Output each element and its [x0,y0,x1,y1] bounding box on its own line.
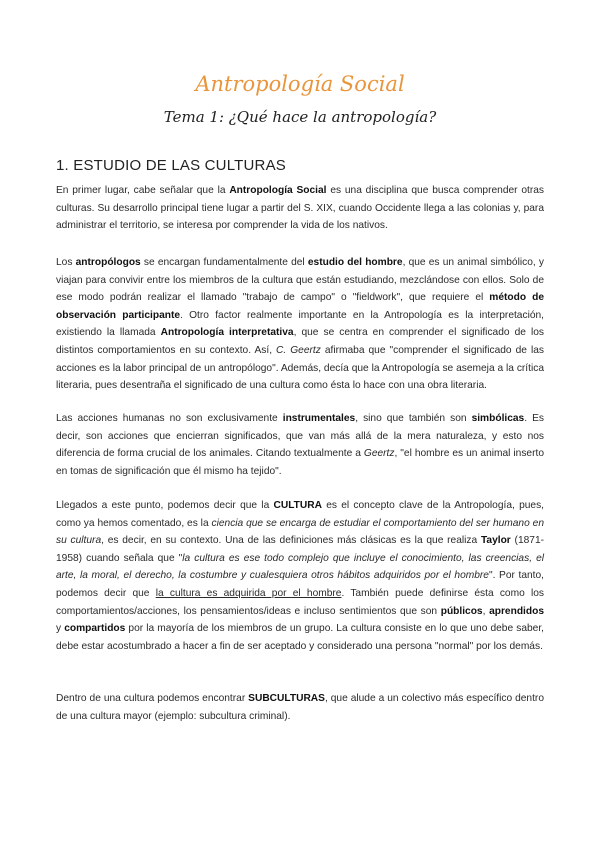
bold-term: Taylor [480,535,511,547]
paragraph-subcultures [56,690,544,725]
bold-term: CULTURA [273,500,322,511]
paragraph-culture [56,497,544,655]
italic-term: Geertz [363,448,395,460]
text: es una disciplina que busca comprender otras culturas. Su desarrollo principal tiene lugar a partir del S. XIX, cuando Occidente llega a las colonias y, para administrar el territorio, se interesa por comprender la vida de los nativos. [56,185,544,232]
text: , "el hombre es un animal inserto en tomas de significación que él mismo ha tejido". [56,448,544,477]
text: , que alude a un colectivo más específico dentro de una cultura mayor (ejemplo: subcultura criminal). [56,693,544,722]
section-heading: 1. ESTUDIO DE LAS CULTURAS [56,157,286,174]
italic-term: ciencia que se encarga de estudiar el comportamiento del ser humano en su cultura [56,517,544,547]
bold-term: compartidos [64,623,126,635]
bold-term: Antropología interpretativa [160,327,294,339]
bold-term: estudio del hombre [307,257,403,268]
bold-term: aprendidos [489,605,544,617]
text: afirmaba que "comprender el significado de las acciones es la labor principal de un antropólogo". Además, decía que la Antropología se asemeja a la crítica literaria, pues desentraña el significado de una cultura como ésta lo hace con una obra literaria. [56,344,544,392]
text: , es decir, en su contexto. Una de las definiciones más clásicas es la que realiza [101,535,481,547]
paragraph-anthropologists [56,254,544,395]
document-title: Antropología Social [195,72,405,96]
text: Las acciones humanas no son exclusivamente [56,413,283,424]
bold-term: método de observación participante [56,292,544,321]
text: es el concepto clave de la Antropología, pues, como ya hemos comentado, es la [56,500,544,529]
italic-quote: la cultura es ese todo complejo que incluye el conocimiento, las creencias, el arte, la moral, el derecho, la costumbre y cualesquiera otros hábitos adquiridos por el hombre [56,552,544,582]
paragraph-human-actions [56,410,544,480]
text: Llegados a este punto, podemos decir que la [56,500,274,511]
text: , sino que también son [355,413,472,424]
text: Los [56,257,76,268]
text: , [482,605,490,617]
bold-term: instrumentales [282,413,356,424]
text: ". Por tanto, podemos decir que [56,570,545,599]
text: (1871-1958) cuando señala que " [56,535,545,564]
text: . También puede definirse ésta como los comportamientos/acciones, los pensamientos/ideas e incluso sentimientos que son [56,587,545,617]
bold-term: SUBCULTURAS [248,693,325,704]
bold-term: antropólogos [75,257,141,268]
italic-term: C. Geertz [276,344,321,356]
bold-term: simbólicas [471,413,525,424]
underlined-term: la cultura es adquirida por el hombre [155,587,342,599]
text: . Es decir, son acciones que encierran significados, que van más allá de la mera naturaleza, y esto nos diferencia de forma crucial de los animales. Citando textualmente a [56,413,544,460]
text: , que se centra en comprender el significado de los distintos comportamientos en su contexto. Así, [56,327,544,356]
text: En primer lugar, cabe señalar que la [56,185,230,196]
text: Dentro de una cultura podemos encontrar [56,693,249,704]
text: y [56,623,65,635]
document-subtitle: Tema 1: ¿Qué hace la antropología? [163,108,437,126]
bold-term: públicos [440,605,483,617]
bold-term: Antropología Social [229,185,327,196]
text: . Otro factor realmente importante en la Antropología es la interpretación, existiendo la llamada [56,309,544,339]
text: se encargan fundamentalmente del [140,257,308,268]
paragraph-intro [56,182,544,235]
text: , que es un animal simbólico, y viajan para convivir entre los miembros de la cultura que están estudiando, mezclándose con ellos. Solo de ese modo podrán realizar el llamado "trabajo de campo" o "fieldwork", que requiere el [56,257,544,304]
text: por la mayoría de los miembros de un grupo. La cultura consiste en lo que uno debe saber, debe estar acostumbrado a hacer a fin de ser aceptado y considerado una persona "normal" por los demás. [56,623,544,652]
